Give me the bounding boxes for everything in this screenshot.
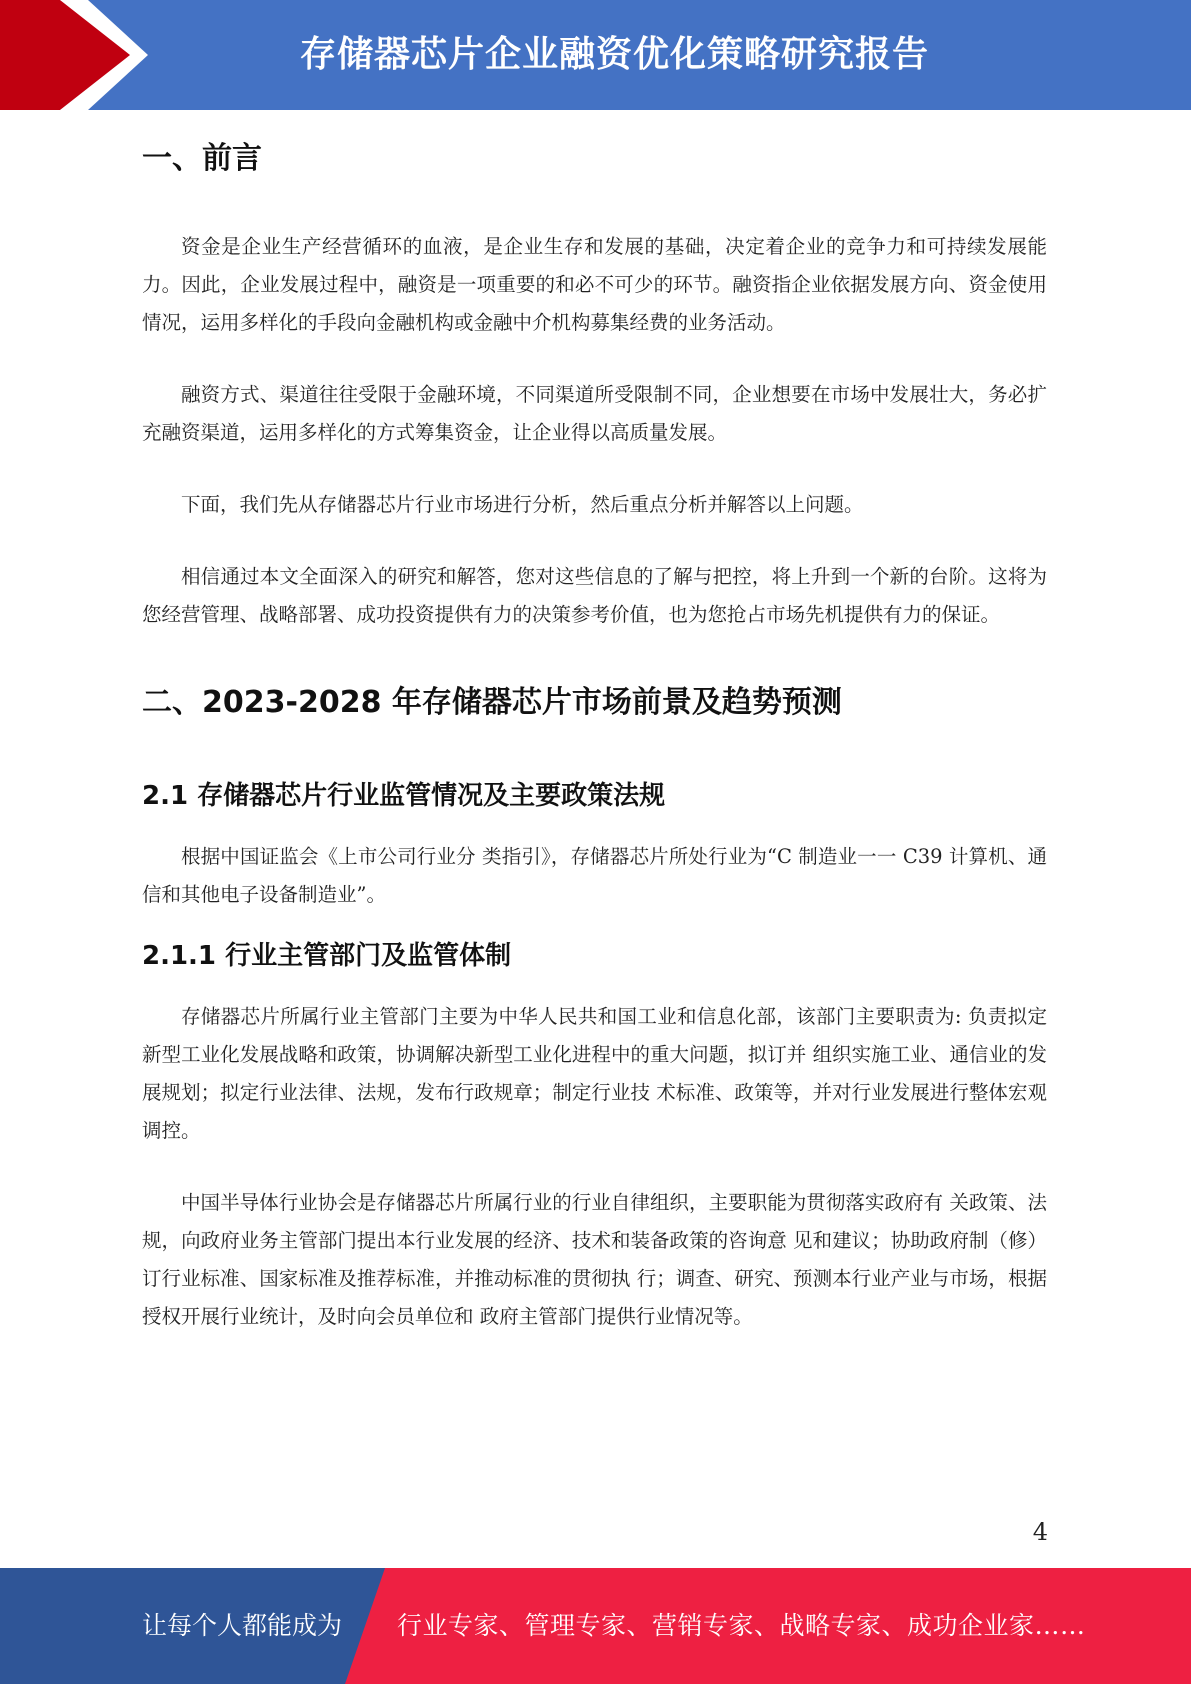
footer-banner [0,1568,1191,1684]
section-heading-preface: 一、前言 [142,141,262,176]
paragraph: 资金是企业生产经营循环的血液，是企业生存和发展的基础，决定着企业的竞争力和可持续发展能力。因此，企业发展过程中，融资是一项重要的和必不可少的环节。融资指企业依据发展方向、资金使用情况，运用多样化的手段向金融机构或金融中介机构募集经费的业务活动。 [142,235,1047,334]
page-content [142,130,1047,1336]
paragraph: 下面，我们先从存储器芯片行业市场进行分析，然后重点分析并解答以上问题。 [181,493,864,516]
footer-slogan-right: 行业专家、管理专家、营销专家、战略专家、成功企业家…… [397,1611,1086,1640]
report-title: 存储器芯片企业融资优化策略研究报告 [300,34,930,75]
paragraph: 相信通过本文全面深入的研究和解答，您对这些信息的了解与把控，将上升到一个新的台阶。这将为您经营管理、战略部署、成功投资提供有力的决策参考价值，也为您抢占市场先机提供有力的保证。 [142,565,1047,626]
paragraph: 融资方式、渠道往往受限于金融环境，不同渠道所受限制不同，企业想要在市场中发展壮大，务必扩充融资渠道，运用多样化的方式筹集资金，让企业得以高质量发展。 [142,383,1047,444]
paragraph: 中国半导体行业协会是存储器芯片所属行业的行业自律组织，主要职能为贯彻落实政府有 关政策、法规，向政府业务主管部门提出本行业发展的经济、技术和装备政策的咨询意 见和建议；协助政府制（修）订行业标准、国家标准及推荐标准，并推动标准的贯彻执 行；调查、研究、预测本行业产业与市场，根据授权开展行业统计，及时向会员单位和 政府主管部门提供行业情况等。 [142,1191,1047,1328]
header-banner [0,0,1191,110]
subsection-heading-regulation: 2.1 存储器芯片行业监管情况及主要政策法规 [142,781,666,811]
page-number: 4 [1032,1518,1048,1546]
section-heading-market-forecast: 二、2023-2028 年存储器芯片市场前景及趋势预测 [142,685,842,720]
paragraph: 根据中国证监会《上市公司行业分 类指引》，存储器芯片所处行业为“C 制造业一一 C39 计算机、通信和其他电子设备制造业”。 [142,845,1047,906]
subsection-heading-authorities: 2.1.1 行业主管部门及监管体制 [142,941,512,971]
footer-slogan-left: 让每个人都能成为 [142,1611,343,1640]
paragraph: 存储器芯片所属行业主管部门主要为中华人民共和国工业和信息化部，该部门主要职责为: 负责拟定新型工业化发展战略和政策，协调解决新型工业化进程中的重大问题，拟订并 组织实施工业、通信业的发展规划；拟定行业法律、法规，发布行政规章；制定行业技 术标准、政策等，并对行业发展进行整体宏观调控。 [142,1005,1047,1142]
